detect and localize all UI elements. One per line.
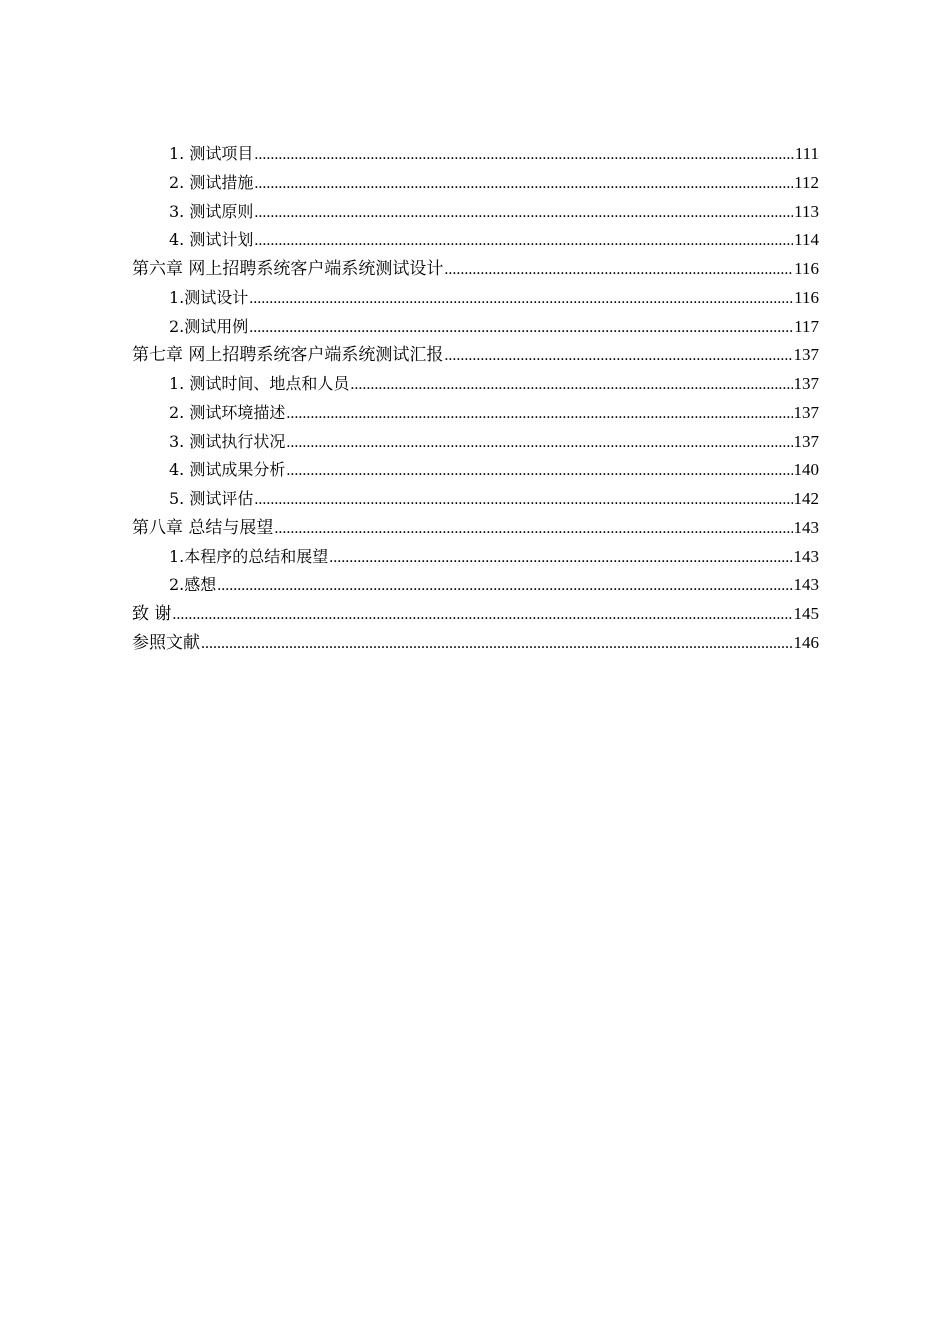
toc-entry-page: 113	[794, 201, 819, 221]
toc-chapter-entry[interactable]	[132, 514, 819, 543]
toc-dot-leader	[217, 572, 792, 601]
toc-entry-title: 致 谢	[132, 604, 172, 624]
toc-entry-title: 1. 测试项目	[169, 144, 254, 163]
toc-dot-leader	[286, 400, 792, 429]
toc-dot-leader	[286, 457, 792, 486]
toc-chapter-entry[interactable]	[132, 255, 819, 284]
toc-entry-page: 140	[793, 460, 819, 480]
toc-chapter-entry[interactable]	[132, 629, 819, 658]
toc-entry-title: 第八章 总结与展望	[132, 517, 274, 538]
toc-entry-page: 142	[793, 489, 819, 508]
toc-entry-title: 1.测试设计	[169, 287, 249, 307]
toc-entry-title: 5. 测试评估	[169, 489, 254, 508]
toc-entry-title: 4. 测试成果分析	[169, 460, 286, 480]
toc-entry[interactable]	[132, 169, 819, 198]
toc-entry[interactable]	[132, 370, 819, 399]
toc-entry-title: 3. 测试原则	[169, 201, 254, 221]
toc-entry-title: 第六章 网上招聘系统客户端系统测试设计	[132, 259, 444, 279]
toc-entry-page: 112	[794, 172, 819, 192]
toc-entry[interactable]	[132, 543, 819, 572]
toc-entry-page: 111	[794, 144, 819, 163]
toc-dot-leader	[254, 199, 793, 228]
toc-dot-leader	[350, 371, 792, 400]
toc-entry-title: 2. 测试环境描述	[169, 402, 286, 422]
toc-entry-page: 114	[794, 230, 819, 250]
toc-dot-leader	[444, 256, 793, 285]
toc-entry-title: 2.测试用例	[169, 316, 249, 336]
toc-entry-page: 146	[793, 632, 819, 652]
toc-dot-leader	[274, 515, 792, 544]
toc-dot-leader	[201, 630, 793, 659]
toc-entry-title: 2. 测试措施	[169, 172, 254, 192]
toc-entry[interactable]	[132, 226, 819, 255]
toc-dot-leader	[249, 314, 793, 343]
toc-dot-leader	[254, 227, 793, 256]
toc-entry-page: 143	[793, 575, 819, 595]
toc-entry-page: 143	[793, 546, 819, 566]
toc-entry-title: 1. 测试时间、地点和人员	[169, 374, 350, 393]
toc-dot-leader	[329, 544, 792, 573]
toc-entry-page: 143	[793, 517, 819, 537]
toc-entry-page: 116	[794, 287, 819, 307]
toc-entry-page: 116	[794, 259, 819, 278]
toc-dot-leader	[254, 486, 792, 515]
toc-entry-page: 137	[793, 374, 819, 393]
toc-entry-title: 1.本程序的总结和展望	[169, 546, 329, 566]
toc-entry-page: 117	[794, 316, 819, 336]
toc-entry[interactable]	[132, 456, 819, 485]
toc-entry-page: 137	[793, 345, 819, 365]
toc-entry[interactable]	[132, 313, 819, 342]
toc-entry-title: 2.感想	[169, 575, 217, 595]
toc-entry[interactable]	[132, 571, 819, 600]
toc-entry[interactable]	[132, 428, 819, 457]
toc-entry-title: 4. 测试计划	[169, 230, 254, 250]
toc-entry-page: 137	[793, 402, 819, 422]
toc-chapter-entry[interactable]	[132, 600, 819, 629]
toc-entry[interactable]	[132, 140, 819, 169]
toc-entry-title: 第七章 网上招聘系统客户端系统测试汇报	[132, 345, 444, 366]
toc-dot-leader	[286, 429, 792, 458]
toc-dot-leader	[249, 285, 793, 314]
toc-entry-title: 3. 测试执行状况	[169, 431, 286, 451]
toc-dot-leader	[172, 601, 792, 630]
toc-dot-leader	[254, 141, 793, 170]
toc-entry-title: 参照文献	[132, 632, 200, 653]
toc-entry[interactable]	[132, 198, 819, 227]
toc-entry[interactable]	[132, 485, 819, 514]
toc-chapter-entry[interactable]	[132, 341, 819, 370]
toc-entry-page: 145	[793, 604, 819, 623]
toc-dot-leader	[254, 170, 793, 199]
toc-entry[interactable]	[132, 399, 819, 428]
toc-entry[interactable]	[132, 284, 819, 313]
toc-entry-page: 137	[793, 431, 819, 451]
table-of-contents	[132, 140, 819, 658]
toc-dot-leader	[444, 342, 792, 371]
